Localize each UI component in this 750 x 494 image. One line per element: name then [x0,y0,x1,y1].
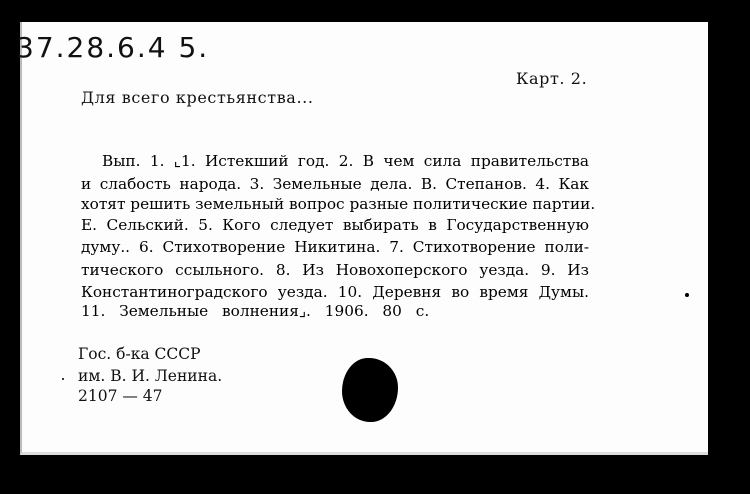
contents-line: 11. Земельные волнения⌟. 1906. 80 с. [81,302,430,320]
library-line: 2107 — 47 [78,387,163,405]
card-label: Карт. 2. [516,69,588,88]
library-line: Гос. б-ка СССР [78,345,201,363]
contents-line: Е. Сельский. 5. Кого следует выбирать в Государственную [81,216,589,234]
contents-line: хотят решить земельный вопрос разные политические партии. [81,195,596,213]
call-number: 37.28.6.4 5. [16,31,210,64]
contents-line: и слабость народа. 3. Земельные дела. В. Степанов. 4. Как [81,175,589,193]
library-line: им. В. И. Ленина. [78,367,223,385]
card-title: Для всего крестьянства... [81,88,314,107]
speck [62,378,64,380]
contents-line: Вып. 1. ⌞1. Истекший год. 2. В чем сила правительства [102,152,589,170]
contents-line: думу.. 6. Стихотворение Никитина. 7. Стихотворение поли- [81,238,589,256]
speck [685,293,689,297]
punch-hole [342,358,398,422]
contents-line: тического ссыльного. 8. Из Новохоперского уезда. 9. Из [81,261,589,279]
contents-line: Константиноградского уезда. 10. Деревня во время Думы. [81,283,589,301]
